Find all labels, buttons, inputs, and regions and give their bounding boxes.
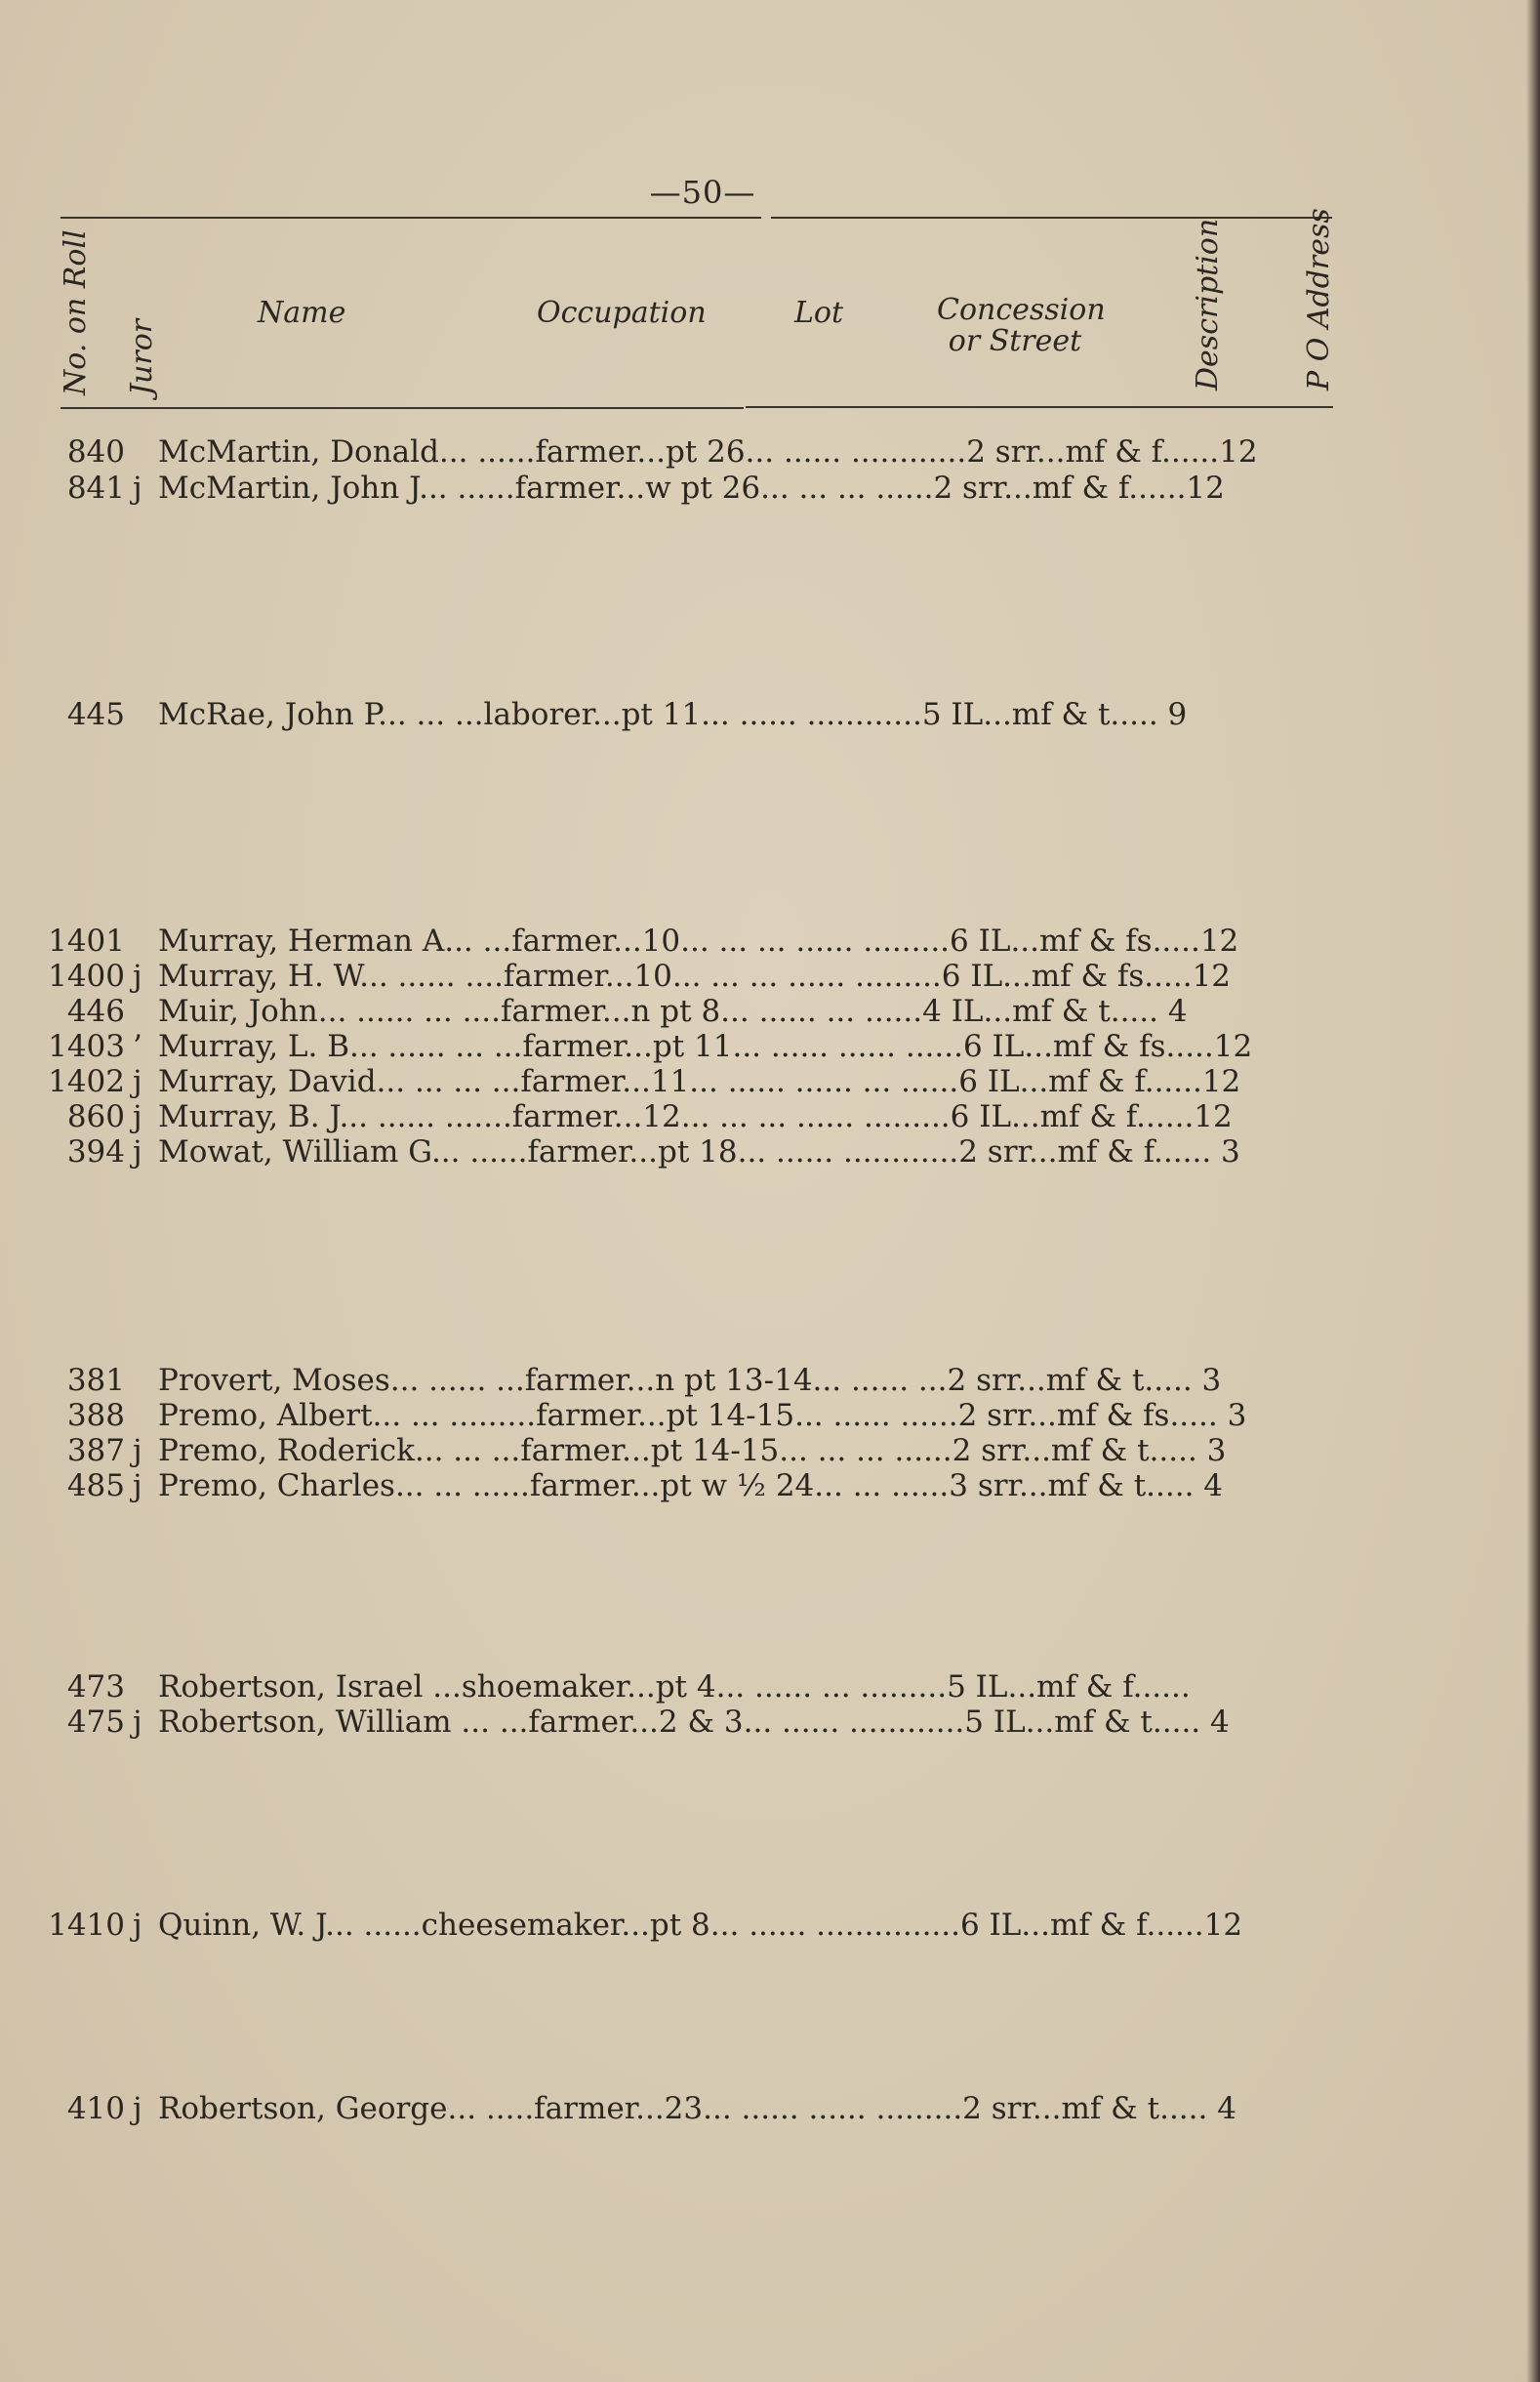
entry-text: Mowat, William G... ......farmer...pt 18... ...... ............2 srr...mf & f...... 3: [158, 1134, 1240, 1170]
entry-text: Premo, Roderick... ... ...farmer...pt 14-15... ... ... ......2 srr...mf & t..... 3: [158, 1433, 1227, 1468]
roll-number: 410: [66, 2091, 125, 2126]
juror-mark: j: [133, 471, 142, 506]
juror-mark: ’: [133, 1029, 142, 1064]
header-top-rule-right: [771, 217, 1332, 219]
roll-number: 388: [66, 1398, 125, 1433]
roll-number: 1410: [48, 1908, 125, 1943]
roll-number: 841: [66, 471, 125, 506]
page-edge: [1526, 0, 1540, 2382]
entry-text: Robertson, Israel ...shoemaker...pt 4... ...... ... .........5 IL...mf & f......: [158, 1669, 1191, 1704]
header-concession-line1: Concession: [937, 293, 1106, 327]
header-description: Description: [1191, 218, 1225, 390]
roll-number: 1403: [48, 1029, 125, 1064]
header-concession: [937, 293, 1106, 358]
list-item: [0, 1029, 1366, 1064]
list-item: [0, 1064, 1366, 1099]
header-juror: Juror: [125, 318, 159, 395]
list-item: [0, 1398, 1366, 1433]
header-occupation: Occupation: [537, 296, 707, 330]
header-no-on-roll: No. on Roll: [59, 229, 93, 395]
list-item: [0, 1433, 1366, 1468]
roll-number: 445: [66, 697, 125, 732]
list-item: [0, 1908, 1366, 1943]
juror-mark: j: [133, 1433, 142, 1468]
list-item: [0, 959, 1366, 994]
list-item: [0, 1363, 1366, 1398]
entry-text: McMartin, John J... ......farmer...w pt 26... ... ... ......2 srr...mf & f......12: [158, 471, 1225, 506]
entry-text: Murray, B. J... ...... .......farmer...12... ... ... ...... .........6 IL...mf & f......12: [158, 1099, 1233, 1134]
roll-number: 473: [66, 1669, 125, 1704]
roll-number: 446: [66, 994, 125, 1029]
header-concession-line2: or Street: [948, 324, 1082, 358]
entry-text: Robertson, George... .....farmer...23... ...... ...... .........2 srr...mf & t..... 4: [158, 2091, 1236, 2126]
entry-text: Murray, L. B... ...... ... ...farmer...pt 11... ...... ...... ......6 IL...mf & fs.....12: [158, 1029, 1253, 1064]
roll-number: 860: [66, 1099, 125, 1134]
juror-mark: j: [133, 1099, 142, 1134]
list-item: [0, 1704, 1366, 1740]
list-item: [0, 1669, 1366, 1704]
roll-number: 1400: [48, 959, 125, 994]
entry-text: Provert, Moses... ...... ...farmer...n pt 13-14... ...... ...2 srr...mf & t..... 3: [158, 1363, 1222, 1398]
list-item: [0, 471, 1366, 506]
roll-number: 840: [66, 434, 125, 470]
juror-mark: j: [133, 1468, 142, 1503]
header-bottom-rule-left: [61, 407, 744, 409]
roll-number: 1401: [48, 924, 125, 959]
juror-mark: j: [133, 1704, 142, 1740]
list-item: [0, 1134, 1366, 1170]
header-bottom-rule-right: [746, 406, 1333, 408]
list-item: [0, 1099, 1366, 1134]
entry-text: McRae, John P... ... ...laborer...pt 11... ...... ............5 IL...mf & t..... 9: [158, 697, 1188, 732]
roll-number: 485: [66, 1468, 125, 1503]
roll-number: 387: [66, 1433, 125, 1468]
roll-number: 475: [66, 1704, 125, 1740]
roll-number: 394: [66, 1134, 125, 1170]
entry-text: Murray, Herman A... ...farmer...10... ... ... ...... .........6 IL...mf & fs.....12: [158, 924, 1239, 959]
list-item: [0, 434, 1366, 470]
entry-text: Murray, H. W... ...... ....farmer...10... ... ... ...... .........6 IL...mf & fs.....12: [158, 959, 1232, 994]
juror-mark: j: [133, 2091, 142, 2126]
entry-text: Muir, John... ...... ... ....farmer...n pt 8... ...... ... ......4 IL...mf & t..... 4: [158, 994, 1188, 1029]
header-po-address: P O Address: [1302, 208, 1336, 390]
header-lot: Lot: [794, 296, 844, 330]
entry-text: Quinn, W. J... ......cheesemaker...pt 8... ...... ...............6 IL...mf & f......12: [158, 1908, 1243, 1943]
entry-text: Robertson, William ... ...farmer...2 & 3... ...... ............5 IL...mf & t..... 4: [158, 1704, 1230, 1740]
juror-mark: j: [133, 1064, 142, 1099]
juror-mark: j: [133, 959, 142, 994]
list-item: [0, 2091, 1366, 2126]
roll-number: 1402: [48, 1064, 125, 1099]
list-item: [0, 994, 1366, 1029]
entry-text: Premo, Albert... ... .........farmer...pt 14-15... ...... ......2 srr...mf & fs..... 3: [158, 1398, 1247, 1433]
entry-text: Premo, Charles... ... ......farmer...pt w ½ 24... ... ......3 srr...mf & t..... 4: [158, 1468, 1223, 1503]
entry-text: McMartin, Donald... ......farmer...pt 26... ...... ............2 srr...mf & f......12: [158, 434, 1258, 470]
entry-text: Murray, David... ... ... ...farmer...11... ...... ...... ... ......6 IL...mf & f......12: [158, 1064, 1241, 1099]
list-item: [0, 697, 1366, 732]
juror-mark: j: [133, 1134, 142, 1170]
page-number: —50—: [649, 174, 756, 211]
roll-number: 381: [66, 1363, 125, 1398]
header-top-rule-left: [61, 217, 761, 219]
list-item: [0, 924, 1366, 959]
header-name: Name: [258, 296, 346, 330]
juror-mark: j: [133, 1908, 142, 1943]
list-item: [0, 1468, 1366, 1503]
